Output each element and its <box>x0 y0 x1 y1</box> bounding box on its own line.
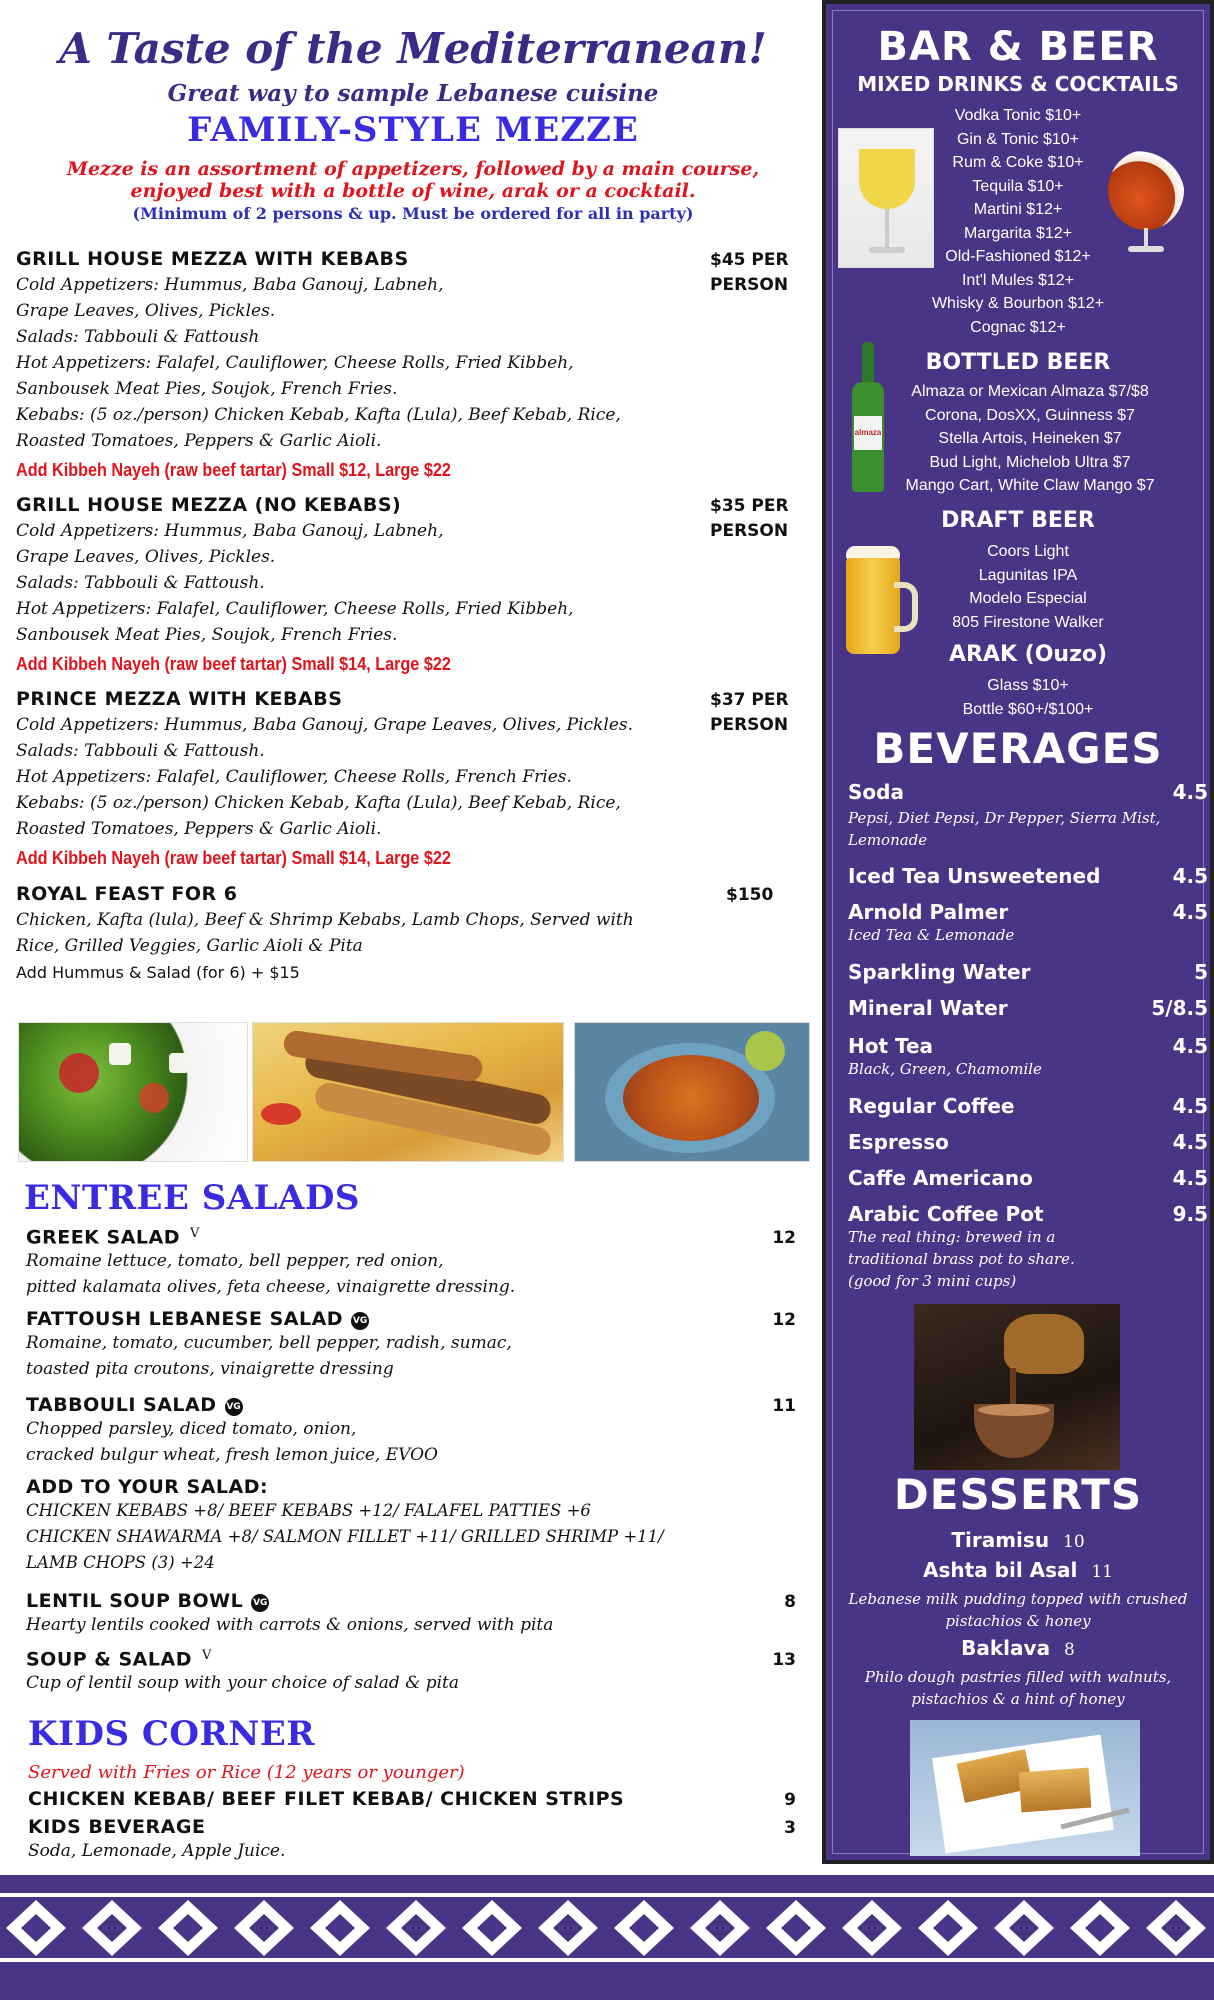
salad-price: 12 <box>772 1310 796 1330</box>
salad-addons <box>26 1476 796 1576</box>
page-subtitle: Great way to sample Lebanese cuisine <box>167 80 659 107</box>
mezze-description: Cold Appetizers: Hummus, Baba Ganouj, Grape Leaves, Olives, Pickles. Salads: Tabbouli & Fattoush. Hot Appetizers: Falafel, Cauliflower, Cheese Rolls, French Fries. Kebabs: (5 oz./person) Chicken Kebab, Kafta (Lula), Beef Kebab, Rice, Roasted Tomatoes, Peppers & Garlic Aioli. <box>16 715 634 839</box>
dessert-item: Tiramisu 10 <box>951 1528 1085 1552</box>
mezze-title: GRILL HOUSE MEZZA (NO KEBABS) <box>16 494 402 516</box>
royal-feast-price: $150 <box>726 885 774 905</box>
mezze-title: PRINCE MEZZA WITH KEBABS <box>16 688 343 710</box>
kids-item: CHICKEN KEBAB/ BEEF FILET KEBAB/ CHICKEN STRIPS 9 <box>28 1788 796 1810</box>
decorative-footer-band <box>0 1875 1214 2000</box>
soup-item <box>26 1590 796 1638</box>
salad-item <box>26 1226 796 1300</box>
salad-name: GREEK SALAD <box>26 1226 180 1249</box>
vegan-icon: VG <box>225 1398 243 1416</box>
beverage-item: Sparkling Water 5 <box>848 960 1208 984</box>
desserts-heading: DESSERTS <box>893 1470 1143 1519</box>
arak-list: Glass $10+ Bottle $60+/$100+ <box>962 677 1094 718</box>
soup-description: Hearty lentils cooked with carrots & onions, served with pita <box>26 1615 554 1635</box>
beverage-item: Hot Tea 4.5 Black, Green, Chamomile <box>848 1034 1208 1078</box>
kibbeh-addon: Add Kibbeh Nayeh (raw beef tartar) Small $14, Large $22 <box>16 654 451 674</box>
arak-heading: ARAK (Ouzo) <box>948 642 1108 667</box>
salad-description: Romaine, tomato, cucumber, bell pepper, radish, sumac, toasted pita croutons, vinaigrette dressing <box>26 1333 512 1379</box>
salad-addons-heading: ADD TO YOUR SALAD: <box>26 1476 269 1498</box>
drinks-sidebar <box>822 0 1214 1864</box>
royal-feast-addon: Add Hummus & Salad (for 6) + $15 <box>16 963 300 982</box>
salad-description: Chopped parsley, diced tomato, onion, cracked bulgur wheat, fresh lemon juice, EVOO <box>26 1419 438 1465</box>
mezze-item <box>16 494 816 675</box>
mezze-title: GRILL HOUSE MEZZA WITH KEBABS <box>16 248 409 270</box>
kids-beverage-price: 3 <box>784 1818 796 1838</box>
mixed-drinks-list: Vodka Tonic $10+ Gin & Tonic $10+ Rum & Coke $10+ Tequila $10+ Martini $12+ Margarita $12+ Old-Fashioned $12+ Int'l Mules $12+ Whisky & Bourbon $12+ Cognac $12+ <box>931 107 1105 336</box>
greek-salad-photo <box>18 1022 248 1162</box>
mezze-intro-2: enjoyed best with a bottle of wine, arak or a cocktail. <box>130 180 696 202</box>
mezze-item <box>16 248 816 481</box>
beverage-item: Soda 4.5 Pepsi, Diet Pepsi, Dr Pepper, Sierra Mist, Lemonade <box>848 780 1208 849</box>
beverage-item: Arabic Coffee Pot 9.5 The real thing: brewed in a traditional brass pot to share. (good for 3 mini cups) <box>848 1202 1208 1290</box>
salad-name: FATTOUSH LEBANESE SALAD <box>26 1308 344 1330</box>
dessert-item: Baklava 8 <box>961 1636 1075 1660</box>
salad-item <box>26 1394 796 1468</box>
arabic-coffee-photo <box>914 1304 1120 1470</box>
dessert-description: Philo dough pastries filled with walnuts, pistachios & a hint of honey <box>864 1668 1172 1708</box>
soup-salad-price: 13 <box>772 1650 796 1670</box>
beverage-item: Iced Tea Unsweetened 4.5 <box>848 864 1208 888</box>
soup-price: 8 <box>784 1592 796 1612</box>
salad-price: 11 <box>772 1396 796 1416</box>
draft-beer-heading: DRAFT BEER <box>941 508 1095 533</box>
bottle-label: almaza <box>854 416 882 450</box>
royal-feast-item <box>16 883 816 982</box>
mezze-description: Cold Appetizers: Hummus, Baba Ganouj, Labneh, Grape Leaves, Olives, Pickles. Salads: Tabbouli & Fattoush. Hot Appetizers: Falafel, Cauliflower, Cheese Rolls, Fried Kibbeh, Sanbousek Meat Pies, Soujok, French Fries. <box>16 521 574 645</box>
salad-name: TABBOULI SALAD <box>26 1394 217 1416</box>
beverage-item: Mineral Water 5/8.5 <box>848 996 1208 1020</box>
dessert-item: Ashta bil Asal 11 <box>923 1558 1113 1582</box>
beverages-heading: BEVERAGES <box>873 724 1163 773</box>
soup-name: LENTIL SOUP BOWL <box>26 1590 244 1612</box>
mezze-price: $35 PER PERSON <box>710 496 789 541</box>
beverage-item: Regular Coffee 4.5 <box>848 1094 1208 1118</box>
kebab-platter-photo <box>252 1022 564 1162</box>
soup-salad-description: Cup of lentil soup with your choice of salad & pita <box>26 1673 460 1694</box>
mezze-heading: FAMILY-STYLE MEZZE <box>187 110 639 150</box>
mezze-description: Cold Appetizers: Hummus, Baba Ganouj, Labneh, Grape Leaves, Olives, Pickles. Salads: Tabbouli & Fattoush Hot Appetizers: Falafel, Cauliflower, Cheese Rolls, Fried Kibbeh, Sanbousek Meat Pies, Soujok, French Fries. Kebabs: (5 oz./person) Chicken Kebab, Kafta (Lula), Beef Kebab, Rice, Roasted Tomatoes, Peppers & Garlic Aioli. <box>16 275 621 451</box>
mezze-item <box>16 688 816 869</box>
kids-beverage-item: KIDS BEVERAGE 3 Soda, Lemonade, Apple Juice. <box>28 1816 796 1864</box>
mixed-drinks-heading: MIXED DRINKS & COCKTAILS <box>857 72 1179 96</box>
kids-item-price: 9 <box>784 1790 796 1810</box>
mezze-minimum-note: (Minimum of 2 persons & up. Must be ordered for all in party) <box>132 204 694 223</box>
entree-salads-heading: ENTREE SALADS <box>24 1178 360 1218</box>
kids-beverage-description: Soda, Lemonade, Apple Juice. <box>28 1841 286 1861</box>
draft-beer-list: Coors Light Lagunitas IPA Modelo Especial 805 Firestone Walker <box>952 543 1104 631</box>
vegetarian-icon: V <box>201 1648 212 1663</box>
kids-note: Served with Fries or Rice (12 years or younger) <box>28 1762 465 1783</box>
mezze-intro-1: Mezze is an assortment of appetizers, followed by a main course, <box>66 158 760 180</box>
bottled-beer-list: Almaza or Mexican Almaza $7/$8 Corona, DosXX, Guinness $7 Stella Artois, Heineken $7 Bud Light, Michelob Ultra $7 Mango Cart, White Claw Mango $7 <box>905 383 1155 494</box>
soup-salad-item <box>26 1648 796 1696</box>
mezze-price: $45 PER PERSON <box>710 250 789 295</box>
dessert-description: Lebanese milk pudding topped with crushed pistachios & honey <box>848 1590 1188 1630</box>
salad-price: 12 <box>772 1228 796 1248</box>
kibbeh-addon: Add Kibbeh Nayeh (raw beef tartar) Small $14, Large $22 <box>16 848 451 868</box>
salad-description: Romaine lettuce, tomato, bell pepper, red onion, pitted kalamata olives, feta cheese, vinaigrette dressing. <box>26 1251 516 1298</box>
royal-feast-description: Chicken, Kafta (lula), Beef & Shrimp Kebabs, Lamb Chops, Served with Rice, Grilled Veggies, Garlic Aioli & Pita <box>16 910 634 956</box>
royal-feast-title: ROYAL FEAST FOR 6 <box>16 883 238 905</box>
kids-corner-heading: KIDS CORNER <box>28 1714 316 1754</box>
spicy-potatoes-photo <box>574 1022 810 1162</box>
vegetarian-icon: V <box>190 1226 200 1241</box>
beverage-item: Caffe Americano 4.5 <box>848 1166 1208 1190</box>
page-title: A Taste of the Mediterranean! <box>59 24 767 73</box>
diamond-pattern-icon <box>0 1875 1214 2000</box>
vegan-icon: VG <box>251 1594 269 1612</box>
bottled-beer-heading: BOTTLED BEER <box>925 350 1111 375</box>
beverage-item: Arnold Palmer 4.5 Iced Tea & Lemonade <box>848 900 1208 944</box>
mezze-price: $37 PER PERSON <box>710 690 789 735</box>
salad-addons-list: CHICKEN KEBABS +8/ BEEF KEBABS +12/ FALAFEL PATTIES +6 CHICKEN SHAWARMA +8/ SALMON FILLET +11/ GRILLED SHRIMP +11/ LAMB CHOPS (3) +24 <box>26 1501 664 1572</box>
salad-item <box>26 1308 796 1382</box>
beverage-item: Espresso 4.5 <box>848 1130 1208 1154</box>
bar-beer-heading: BAR & BEER <box>877 24 1159 70</box>
kibbeh-addon: Add Kibbeh Nayeh (raw beef tartar) Small $12, Large $22 <box>16 460 451 480</box>
soup-salad-name: SOUP & SALAD <box>26 1648 192 1671</box>
baklava-photo <box>910 1720 1140 1856</box>
vegan-icon: VG <box>351 1312 369 1330</box>
